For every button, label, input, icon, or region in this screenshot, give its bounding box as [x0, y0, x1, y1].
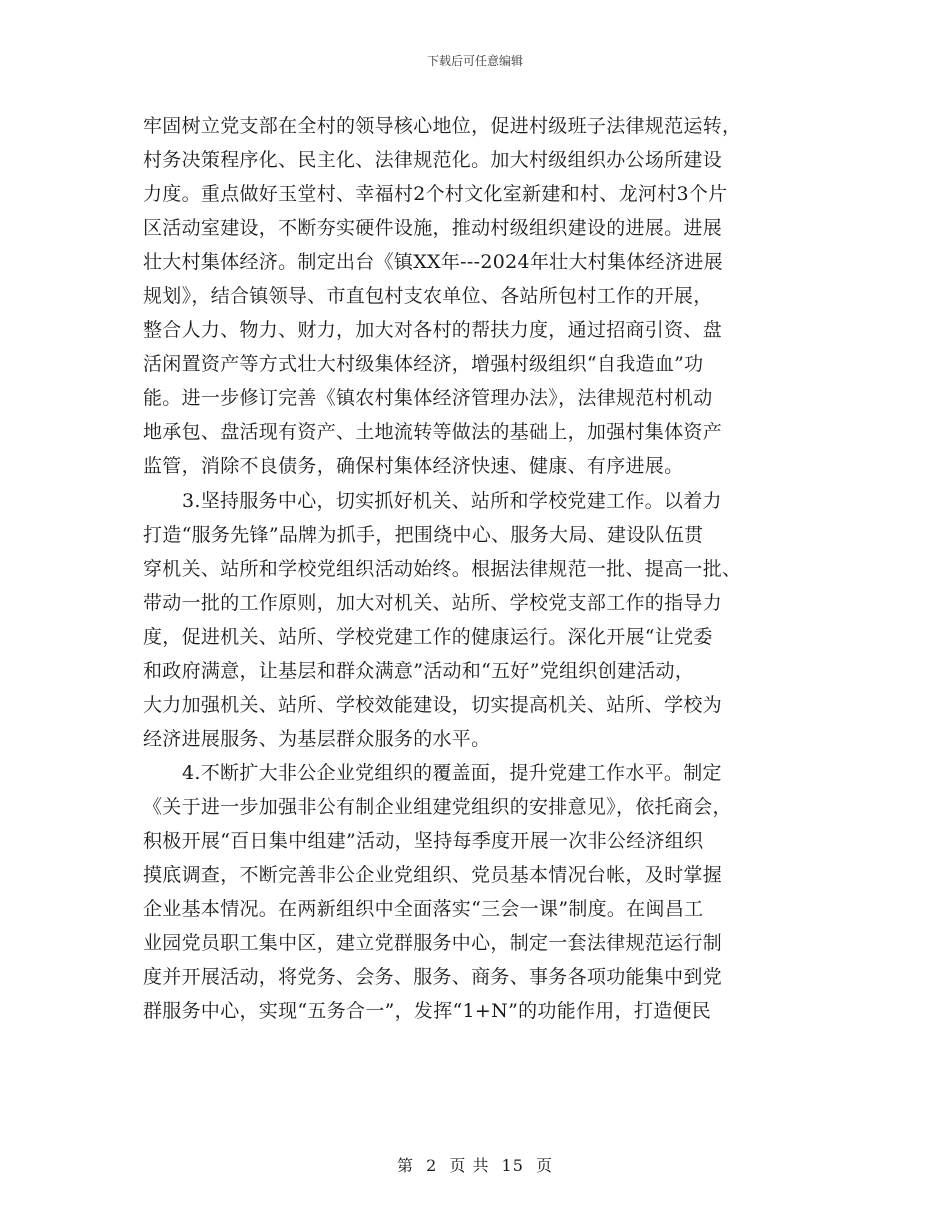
page-header: 下载后可任意编辑 — [426, 54, 523, 68]
body-line: 《关于进一步加强非公有制企业组建党组织的安排意见》，依托商会， — [143, 795, 732, 818]
body-line: 带动一批的工作原则，加大对机关、站所、学校党支部工作的指导力 — [143, 591, 723, 614]
body-line: 企业基本情况。在两新组织中全面落实“三会一课”制度。在闽昌工 — [143, 898, 704, 921]
body-line: 规划》，结合镇领导、市直包村支农单位、各站所包村工作的开展， — [143, 285, 713, 308]
body-line: 村务决策程序化、民主化、法律规范化。加大村级组织办公场所建设 — [143, 149, 723, 172]
body-line: 区活动室建设，不断夯实硬件设施，推动村级组织建设的进展。进展 — [143, 217, 723, 240]
body-line: 整合人力、物力、财力，加大对各村的帮扶力度，通过招商引资、盘 — [143, 319, 723, 342]
current-page-number: 2 — [426, 1156, 438, 1175]
body-line: 经济进展服务、为基层群众服务的水平。 — [143, 727, 491, 750]
page-footer — [0, 1156, 950, 1176]
body-line: 群服务中心，实现“五务合一”，发挥“1+N”的功能作用，打造便民 — [143, 1000, 712, 1023]
body-line: 能。进一步修订完善《镇农村集体经济管理办法》，法律规范村机动 — [143, 387, 713, 410]
document-body — [143, 109, 811, 1028]
body-line: 大力加强机关、站所、学校效能建设，切实提高机关、站所、学校为 — [143, 693, 723, 716]
footer-middle: 页 共 — [449, 1156, 490, 1175]
paragraph-start-line: 4.不断扩大非公企业党组织的覆盖面，提升党建工作水平。制定 — [182, 761, 722, 784]
body-line: 壮大村集体经济。制定出台《镇XX年---2024年壮大村集体经济进展 — [143, 251, 723, 274]
body-line: 和政府满意，让基层和群众满意”活动和“五好”党组织创建活动， — [143, 659, 695, 682]
body-line: 活闲置资产等方式壮大村级集体经济，增强村级组织“自我造血”功 — [143, 353, 704, 376]
body-line: 业园党员职工集中区，建立党群服务中心，制定一套法律规范运行制 — [143, 932, 723, 955]
body-line: 度并开展活动，将党务、会务、服务、商务、事务各项功能集中到党 — [143, 966, 723, 989]
body-line: 力度。重点做好玉堂村、幸福村2个村文化室新建和村、龙河村3个片 — [143, 183, 728, 206]
body-line: 地承包、盘活现有资产、土地流转等做法的基础上，加强村集体资产 — [143, 421, 723, 444]
body-line: 穿机关、站所和学校党组织活动始终。根据法律规范一批、提高一批、 — [143, 557, 742, 580]
body-line: 积极开展“百日集中组建”活动，坚持每季度开展一次非公经济组织 — [143, 829, 704, 852]
body-line: 摸底调查，不断完善非公企业党组织、党员基本情况台帐，及时掌握 — [143, 864, 723, 887]
body-line: 度，促进机关、站所、学校党建工作的健康运行。深化开展“让党委 — [143, 625, 713, 648]
paragraph-start-line: 3.坚持服务中心，切实抓好机关、站所和学校党建工作。以着力 — [182, 489, 722, 512]
footer-prefix: 第 — [396, 1156, 414, 1175]
body-line: 打造“服务先锋”品牌为抓手，把围绕中心、服务大局、建设队伍贯 — [143, 523, 704, 546]
total-pages-number: 15 — [501, 1156, 524, 1175]
body-line: 牢固树立党支部在全村的领导核心地位，促进村级班子法律规范运转， — [143, 115, 742, 137]
body-line: 监管，消除不良债务，确保村集体经济快速、健康、有序进展。 — [143, 455, 684, 478]
footer-suffix: 页 — [536, 1156, 554, 1175]
